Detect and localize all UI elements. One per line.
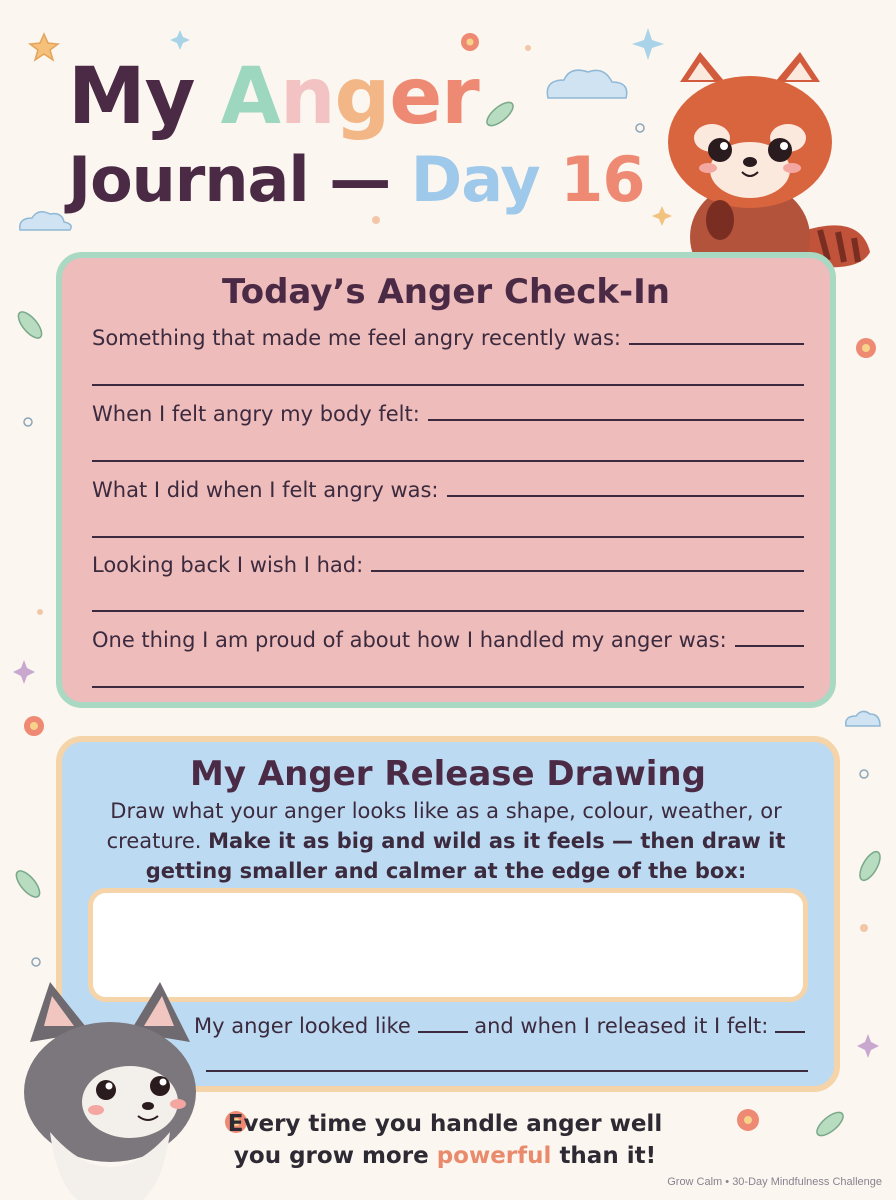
answer-line[interactable] [92,686,804,688]
checkin-question-1[interactable] [92,326,804,350]
reflection-a: My anger looked like [194,1014,411,1038]
answer-line[interactable] [92,460,804,462]
title-journal: Journal — [68,143,391,216]
reflection-b: and when I released it I felt: [474,1014,769,1038]
encouragement-message [200,1108,690,1172]
credit-text: Grow Calm • 30-Day Mindfulness Challenge [667,1176,882,1188]
page-title-line1 [68,52,479,142]
footer-highlight: powerful [436,1143,552,1169]
checkin-question-4[interactable] [92,553,804,577]
checkin-title: Today’s Anger Check-In [222,272,670,312]
title-day-word: Day [410,143,561,216]
title-anger-letter: r [441,52,479,142]
footer-line2 [200,1140,690,1172]
footer-line2-a: you grow more [233,1143,429,1169]
footer-line1: Every time you handle anger well [227,1111,663,1137]
instruction-plain: Draw what your anger looks like as a shape, colour, weather, or creature. [106,799,782,853]
drawing-title: My Anger Release Drawing [190,754,706,794]
red-panda-mascot [650,42,880,282]
question-label: Something that made me feel angry recently was: [92,326,621,350]
checkin-question-2[interactable] [92,402,804,426]
question-label: What I did when I felt angry was: [92,478,439,502]
wolf-mascot [10,982,210,1200]
page-title-line2 [68,140,644,220]
title-anger-letter: e [389,52,442,142]
answer-line[interactable] [428,418,804,421]
answer-line[interactable] [92,536,804,538]
drawing-instructions [96,796,796,886]
drawing-reflection[interactable] [194,1014,808,1038]
answer-line[interactable] [447,494,804,497]
footer-line2-b: than it! [559,1143,657,1169]
checkin-question-3[interactable] [92,478,804,502]
answer-line[interactable] [92,384,804,386]
answer-line[interactable] [92,610,804,612]
question-label: One thing I am proud of about how I handled my anger was: [92,628,727,652]
answer-line[interactable] [371,569,804,572]
title-day [411,143,645,216]
title-anger-letter: A [220,52,280,142]
answer-line[interactable] [735,644,804,647]
question-label: When I felt angry my body felt: [92,402,420,426]
instruction-bold: Make it as big and wild as it feels — then draw it getting smaller and calmer at the edge of the box: [145,829,786,883]
title-anger-letter: g [334,52,390,142]
answer-line[interactable] [629,342,804,345]
answer-line[interactable] [775,1031,805,1033]
title-anger [221,52,479,142]
title-anger-letter: n [280,52,335,142]
checkin-question-5[interactable] [92,628,804,652]
star-icon [30,34,58,60]
question-label: Looking back I wish I had: [92,553,364,577]
title-day-number: 16 [560,143,645,216]
answer-line[interactable] [206,1070,808,1072]
answer-line[interactable] [418,1031,468,1033]
title-my: My [68,52,195,142]
